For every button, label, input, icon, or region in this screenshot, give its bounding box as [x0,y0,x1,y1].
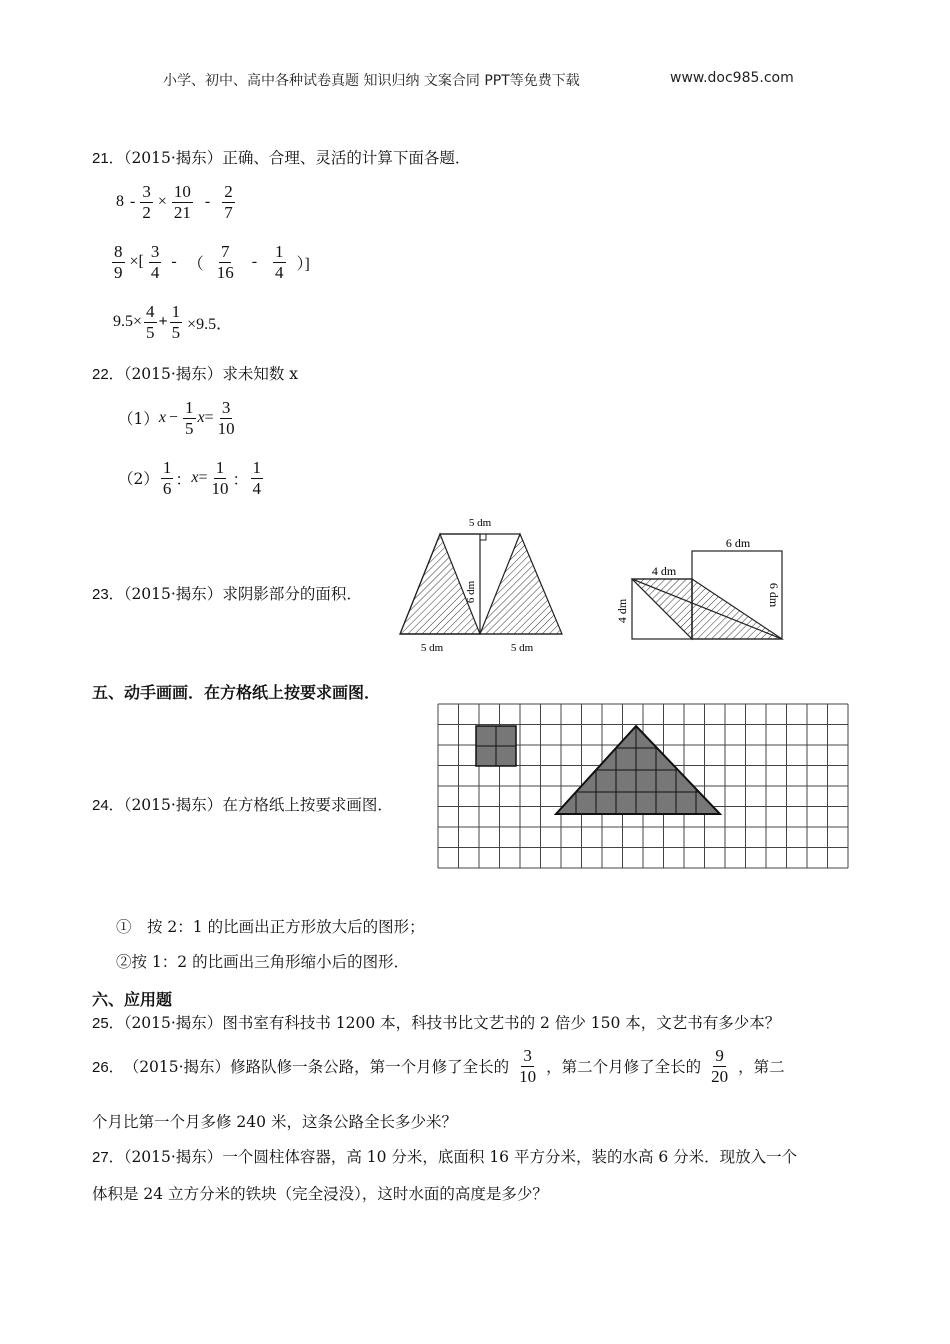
question-text: 求未知数 x [222,365,298,383]
fraction: $\frac{3}{10}$ [519,1046,537,1086]
question-23 [92,582,362,604]
question-source: （2015·揭东） [123,1058,231,1077]
question-21 [92,146,470,168]
page-header-site: www.doc985.com [670,70,794,86]
label-top-left: 4 dm [651,564,677,578]
label-height: 6 dm [465,580,477,604]
fraction: $\frac{1}{10}$ [211,458,229,498]
question-source: （2015·揭东） [123,1014,223,1032]
fraction: $\frac{8}{9}$ [114,242,123,282]
page-header-text: 小学、初中、高中各种试卷真题 知识归纳 文案合同 PPT等免费下载 [163,73,580,89]
question-26: 26． （2015·揭东） 修路队修一条公路，第一个月修了全长的 $\frac{3}{10}$ ，第二个月修了全长的 $\frac{9}{20}$ ，第二 [92,1046,785,1086]
fraction: $\frac{1}{4}$ [252,458,262,498]
question-text: 求阴影部分的面积． [222,585,362,603]
fraction: $\frac{2}{7}$ [224,182,233,222]
expression-21-3: 9.5× $\frac{4}{5}$ + $\frac{1}{5}$ ×9.5． [113,302,233,342]
section-5-title: 五、动手画画．在方格纸上按要求画图． [92,683,381,702]
question-number: 24． [92,797,124,814]
question-number: 23． [92,586,124,603]
fraction: $\frac{4}{5}$ [146,302,155,342]
expression-21-1: 8 - $\frac{3}{2}$ × $\frac{10}{21}$ - $\frac{2}{7}$ [116,182,233,222]
question-27-line-2: 体积是 24 立方分米的铁块（完全浸没），这时水面的高度是多少？ [92,1185,548,1203]
question-source: （2015·揭东） [123,149,223,167]
label-left: 4 dm [615,598,629,624]
fraction: $\frac{1}{5}$ [171,302,181,342]
shaded-triangle-right [480,534,562,634]
fraction: $\frac{3}{2}$ [142,182,151,222]
question-26-line-2: 个月比第一个月多修 240 米，这条公路全长多少米？ [92,1113,457,1131]
equation-22-2: （2） $\frac{1}{6}$ ： x = $\frac{1}{10}$ ： $\frac{1}{4}$ [118,458,262,498]
question-text: 正确、合理、灵活的计算下面各题． [222,149,471,167]
question-source: （2015·揭东） [123,585,223,603]
question-number: 21． [92,150,124,167]
question-source: （2015·揭东） [123,1148,223,1166]
grid-paper [436,702,850,884]
question-source: （2015·揭东） [123,365,223,383]
fraction: $\frac{1}{5}$ [185,398,194,438]
question-22 [92,362,298,384]
question-number: 25． [92,1015,124,1032]
label-top-right: 6 dm [725,536,751,550]
fraction: $\frac{3}{10}$ [217,398,235,438]
equation-22-1: （1） x − $\frac{1}{5}$ x = $\frac{3}{10}$ [118,398,235,438]
label-bottom-left: 5 dm [420,642,444,654]
fraction: $\frac{3}{4}$ [150,242,160,282]
question-number: 26． [92,1058,124,1076]
instruction-2: ②按 1：2 的比画出三角形缩小后的图形． [116,953,410,971]
squares-figure [610,535,800,650]
question-25 [92,1011,780,1033]
label-right: 6 dm [767,582,781,608]
instruction-1: ① 按 2：1 的比画出正方形放大后的图形； [116,918,425,936]
shaded-triangle-small [632,579,692,639]
label-bottom-right: 5 dm [510,642,534,654]
fraction: $\frac{10}{21}$ [173,182,191,222]
fraction: $\frac{9}{20}$ [711,1046,729,1086]
question-text: 在方格纸上按要求画图． [222,796,393,814]
question-24 [92,793,393,815]
fraction: $\frac{1}{6}$ [162,458,172,498]
section-6-title: 六、应用题 [92,990,173,1009]
expression-21-2: $\frac{8}{9}$ ×[ $\frac{3}{4}$ - （ $\frac{7}{16}$ - $\frac{1}{4}$ ）] [114,242,310,282]
trapezoid-figure [390,510,580,660]
question-text: 图书室有科技书 1200 本，科技书比文艺书的 2 倍少 150 本，文艺书有多少本？ [222,1014,781,1032]
question-number: 27． [92,1149,124,1166]
question-27: 27．（2015·揭东）一个圆柱体容器，高 10 分米，底面积 16 平方分米，装的水高 6 分米．现放入一个 [92,1148,798,1166]
label-top: 5 dm [468,517,492,529]
fraction: $\frac{1}{4}$ [275,242,284,282]
fraction: $\frac{7}{16}$ [216,242,234,282]
question-source: （2015·揭东） [123,796,223,814]
question-number: 22． [92,366,124,383]
